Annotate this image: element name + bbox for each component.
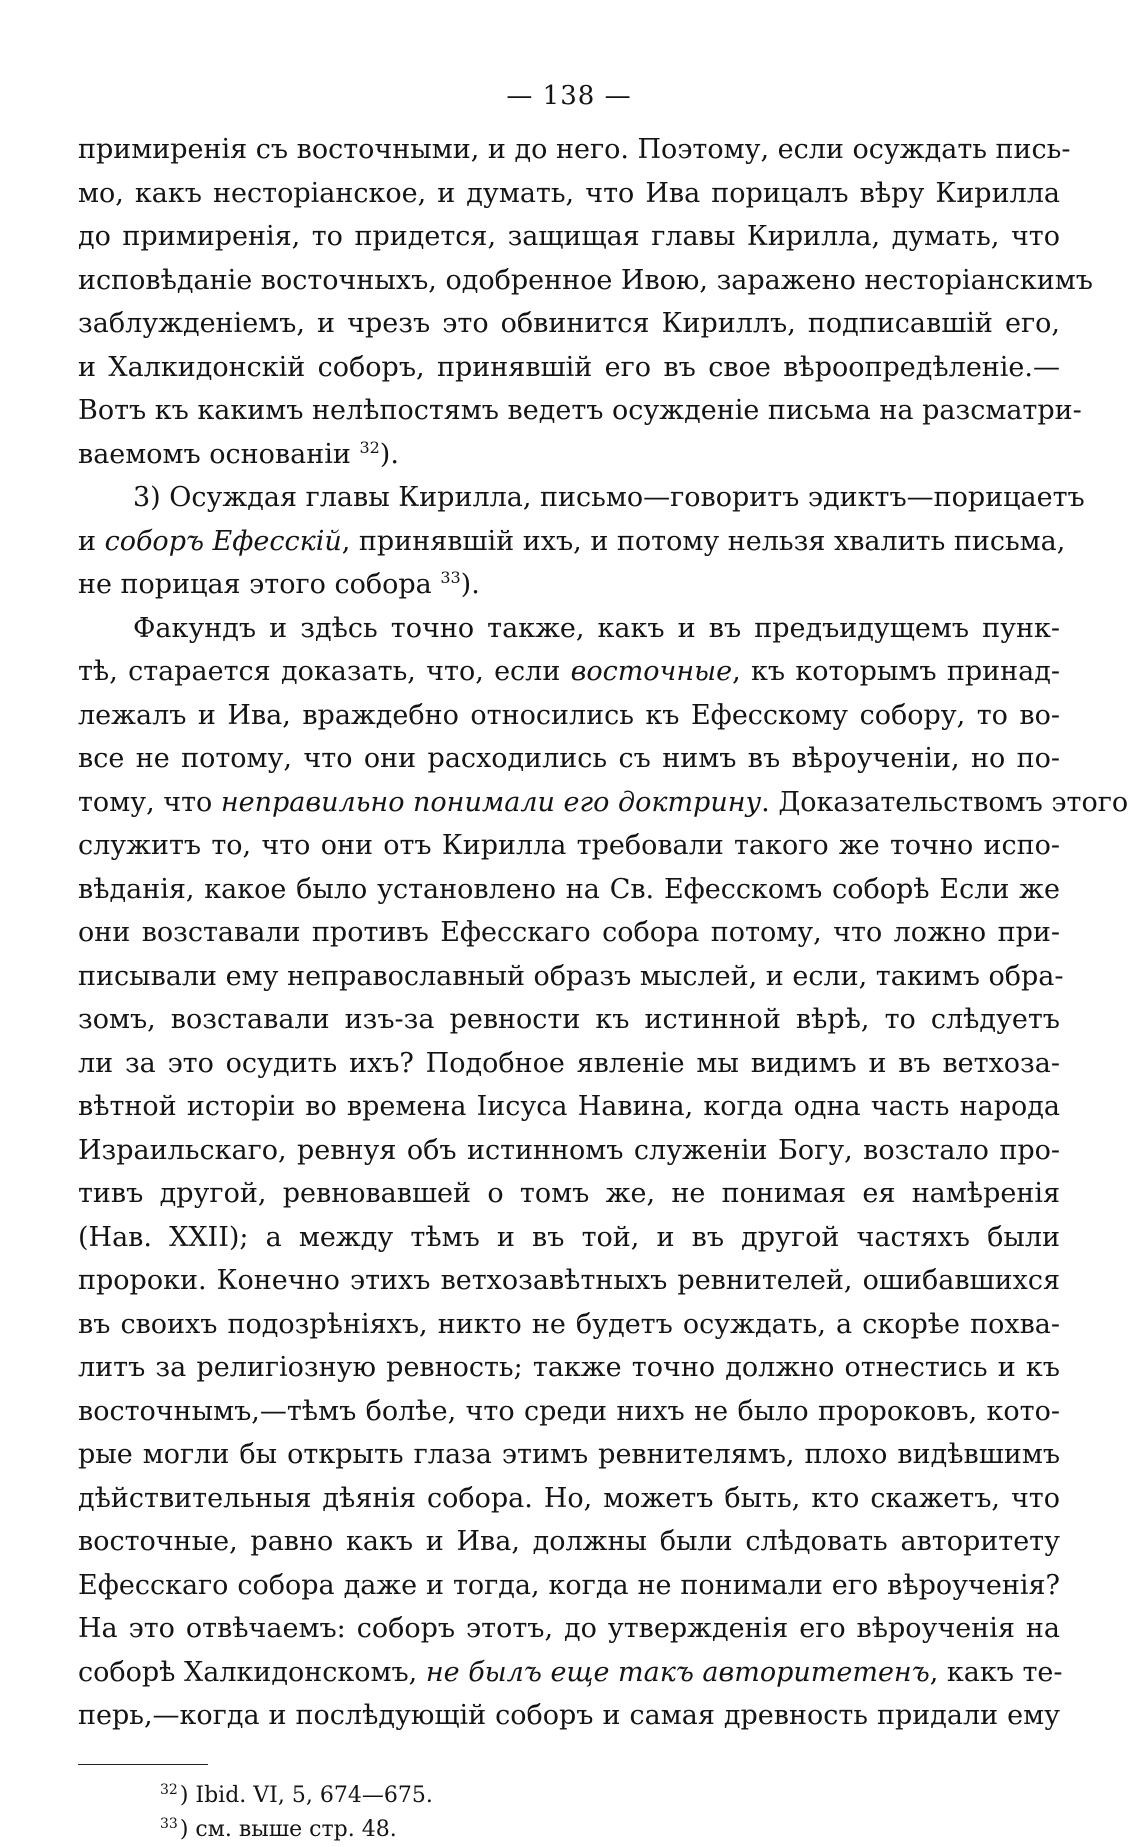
text-segment: исповѣданіе восточныхъ, одобренное Ивою, заражено несторіанскимъ [78, 264, 1093, 296]
text-line [78, 694, 1060, 738]
text-segment: дѣйствительныя дѣянія собора. Но, можетъ быть, кто скажетъ, что [78, 1482, 1060, 1514]
text-line [78, 1433, 1060, 1477]
text-segment: восточнымъ,—тѣмъ болѣе, что среди нихъ не было пророковъ, кото- [78, 1395, 1060, 1427]
text-segment: ли за это осудить ихъ? Подобное явленіе мы видимъ и въ ветхоза- [78, 1047, 1060, 1079]
text-segment: На это отвѣчаемъ: соборъ этотъ, до утвержденія его вѣроученія на [78, 1613, 1060, 1644]
text-line [78, 998, 1060, 1042]
footnote [160, 1779, 1060, 1813]
italic-text: не былъ еще такъ авторитетенъ [425, 1656, 930, 1688]
text-line [78, 955, 1064, 999]
text-segment: въ своихъ подозрѣніяхъ, никто не будетъ осуждать, а скорѣе похва- [78, 1308, 1060, 1340]
text-segment: ). [379, 438, 399, 470]
text-segment: до примиренія, то придется, защищая главы Кирилла, думать, что [78, 221, 1060, 252]
text-line [78, 737, 1060, 781]
text-line [78, 824, 1060, 868]
text-segment: все не потому, что они расходились съ нимъ въ вѣроученіи, но по- [78, 743, 1060, 774]
text-line [78, 1477, 1060, 1521]
text-segment: вѣтной исторіи во времена Іисуса Навина, когда одна часть народа [78, 1091, 1060, 1122]
footnote-reference: 32 [359, 437, 380, 457]
text-line [78, 389, 1082, 433]
italic-text: неправильно понимали его доктрину [220, 786, 762, 818]
text-segment: тѣ, старается доказать, что, если [78, 656, 571, 687]
page-number: — 138 — [506, 81, 632, 111]
text-segment: и [78, 525, 105, 557]
text-line [78, 1520, 1060, 1564]
text-segment: ). [460, 569, 480, 600]
text-line [78, 1216, 1060, 1260]
text-line [78, 302, 1060, 346]
text-line [78, 868, 1060, 912]
footnote-reference: 33 [440, 568, 461, 587]
text-segment: литъ за религіозную ревность; также точно должно отнестись и къ [78, 1352, 1060, 1383]
text-segment: . Доказательствомъ этого [761, 786, 1129, 818]
text-segment: служитъ то, что они отъ Кирилла требовали такого же точно испо- [78, 830, 1060, 861]
text-segment: соборѣ Халкидонскомъ, [78, 1656, 426, 1688]
italic-text: соборъ Ефесскій [104, 525, 342, 557]
body-text [78, 128, 1129, 1738]
text-segment: мо, какъ несторіанское, и думать, что Ива порицалъ вѣру Кирилла [78, 177, 1060, 209]
footnote-number: 33 [160, 1815, 178, 1832]
text-segment: восточные, равно какъ и Ива, должны были слѣдовать авторитету [78, 1526, 1060, 1557]
text-segment: пророки. Конечно этихъ ветхозавѣтныхъ ревнителей, ошибавшихся [78, 1265, 1060, 1296]
footnote-text: ) Ibid. VI, 5, 674—675. [179, 1782, 433, 1808]
text-segment: , къ которымъ принад- [732, 656, 1060, 687]
text-segment: и Халкидонскій соборъ, принявшій его въ свое вѣроопредѣленіе.— [78, 351, 1060, 383]
text-segment: ваемомъ основаніи [78, 438, 360, 470]
text-segment: зомъ, возставали изъ-за ревности къ истинной вѣрѣ, то слѣдуетъ [78, 1004, 1060, 1035]
text-line [78, 1129, 1060, 1173]
text-segment: Израильскаго, ревнуя объ истинномъ служеніи Богу, возстало про- [78, 1134, 1060, 1166]
text-line [78, 1303, 1060, 1347]
text-line [78, 1694, 1060, 1738]
text-segment: рые могли бы открыть глаза этимъ ревнителямъ, плохо видѣвшимъ [78, 1439, 1060, 1470]
text-segment: Вотъ къ какимъ нелѣпостямъ ведетъ осужденіе письма на разсматри- [78, 395, 1082, 426]
footnote [160, 1813, 1060, 1847]
text-line [78, 1042, 1060, 1086]
text-line [78, 346, 1060, 390]
text-segment: примиренія съ восточными, и до него. Поэтому, если осуждать пись- [78, 134, 1071, 165]
footnote-text: ) см. выше стр. 48. [179, 1816, 397, 1842]
footnote-divider [78, 1764, 208, 1765]
text-line [78, 1390, 1060, 1434]
text-line [78, 781, 1129, 825]
text-line [78, 259, 1093, 303]
text-segment: , какъ те- [929, 1656, 1063, 1688]
text-segment: Ефесскаго собора даже и тогда, когда не понимали его вѣроученія? [78, 1569, 1060, 1601]
text-line [78, 215, 1060, 259]
text-segment: 3) Осуждая главы Кирилла, письмо—говоритъ эдиктъ—порицаетъ [133, 482, 1085, 513]
text-line [78, 1651, 1063, 1695]
text-line [78, 433, 1060, 477]
text-line [78, 1607, 1060, 1651]
text-line [78, 128, 1071, 172]
text-segment: заблужденіемъ, и чрезъ это обвинится Кириллъ, подписавшій его, [78, 308, 1060, 339]
text-line [78, 1085, 1060, 1129]
text-segment: они возставали противъ Ефесскаго собора потому, что ложно при- [78, 917, 1060, 948]
text-segment: писывали ему неправославный образъ мыслей, и если, такимъ обра- [78, 960, 1064, 992]
text-segment: лежалъ и Ива, враждебно относились къ Ефесскому собору, то во- [78, 699, 1060, 731]
text-line [78, 172, 1060, 216]
footnotes [78, 1779, 1060, 1847]
text-line [78, 650, 1060, 694]
document-page [78, 70, 1129, 1842]
text-line [78, 476, 1085, 520]
italic-text: восточные [570, 656, 733, 687]
text-segment: Факундъ и здѣсь точно также, какъ и въ предъидущемъ пунк- [133, 612, 1060, 644]
text-line [78, 911, 1060, 955]
text-line [78, 1172, 1060, 1216]
text-segment: вѣданія, какое было установлено на Св. Ефесскомъ соборѣ Если же [78, 873, 1060, 905]
text-segment: тому, что [78, 786, 221, 818]
text-segment: не порицая этого собора [78, 569, 441, 600]
text-line [78, 520, 1066, 564]
text-segment: тивъ другой, ревновавшей о томъ же, не понимая ея намѣренія [78, 1178, 1060, 1209]
footnote-number: 32 [160, 1781, 178, 1798]
text-line [78, 1259, 1060, 1303]
text-segment: перь,—когда и послѣдующій соборъ и самая древность придали ему [78, 1700, 1060, 1731]
text-line [78, 1346, 1060, 1390]
text-line [78, 607, 1060, 651]
text-segment: , принявшій ихъ, и потому нельзя хвалить письма, [341, 525, 1066, 557]
text-segment: (Нав. XXII); а между тѣмъ и въ той, и въ другой частяхъ были [78, 1221, 1060, 1253]
text-line [78, 1564, 1060, 1608]
text-line [78, 563, 1060, 607]
